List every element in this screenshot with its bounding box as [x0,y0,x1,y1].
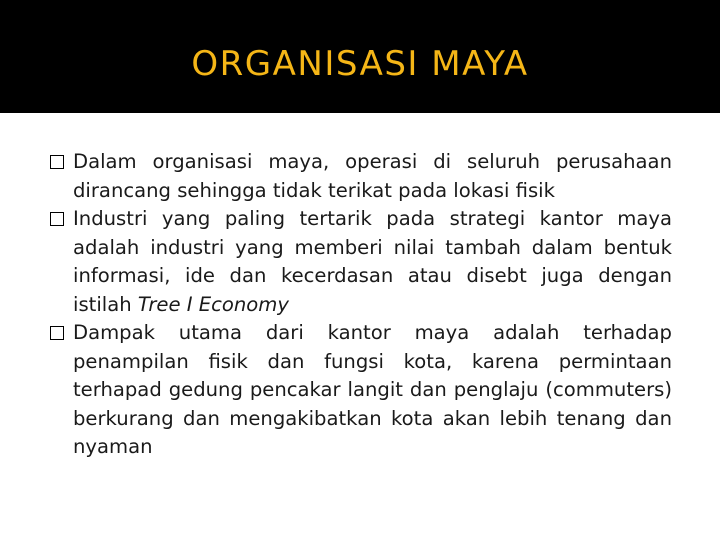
square-bullet-icon [50,212,64,226]
square-bullet-icon [50,155,64,169]
slide-body [50,148,672,462]
bullet-item [50,319,672,462]
slide-header [0,0,720,113]
bullet-item [50,148,672,205]
bullet-text: Dalam organisasi maya, operasi di seluruh perusahaan dirancang sehingga tidak terikat pada lokasi fisik [73,150,672,202]
slide-title: ORGANISASI MAYA [191,44,529,84]
square-bullet-icon [50,326,64,340]
bullet-text: Dampak utama dari kantor maya adalah terhadap penampilan fisik dan fungsi kota, karena permintaan terhapad gedung pencakar langit dan penglaju (commuters) berkurang dan mengakibatkan kota akan lebih tenang dan nyaman [73,321,672,458]
bullet-text: Industri yang paling tertarik pada strategi kantor maya adalah industri yang memberi nilai tambah dalam bentuk informasi, ide dan kecerdasan atau disebt juga dengan istilah [73,207,672,316]
bullet-item [50,205,672,319]
bullet-emphasis-term: Tree I Economy [137,292,289,316]
